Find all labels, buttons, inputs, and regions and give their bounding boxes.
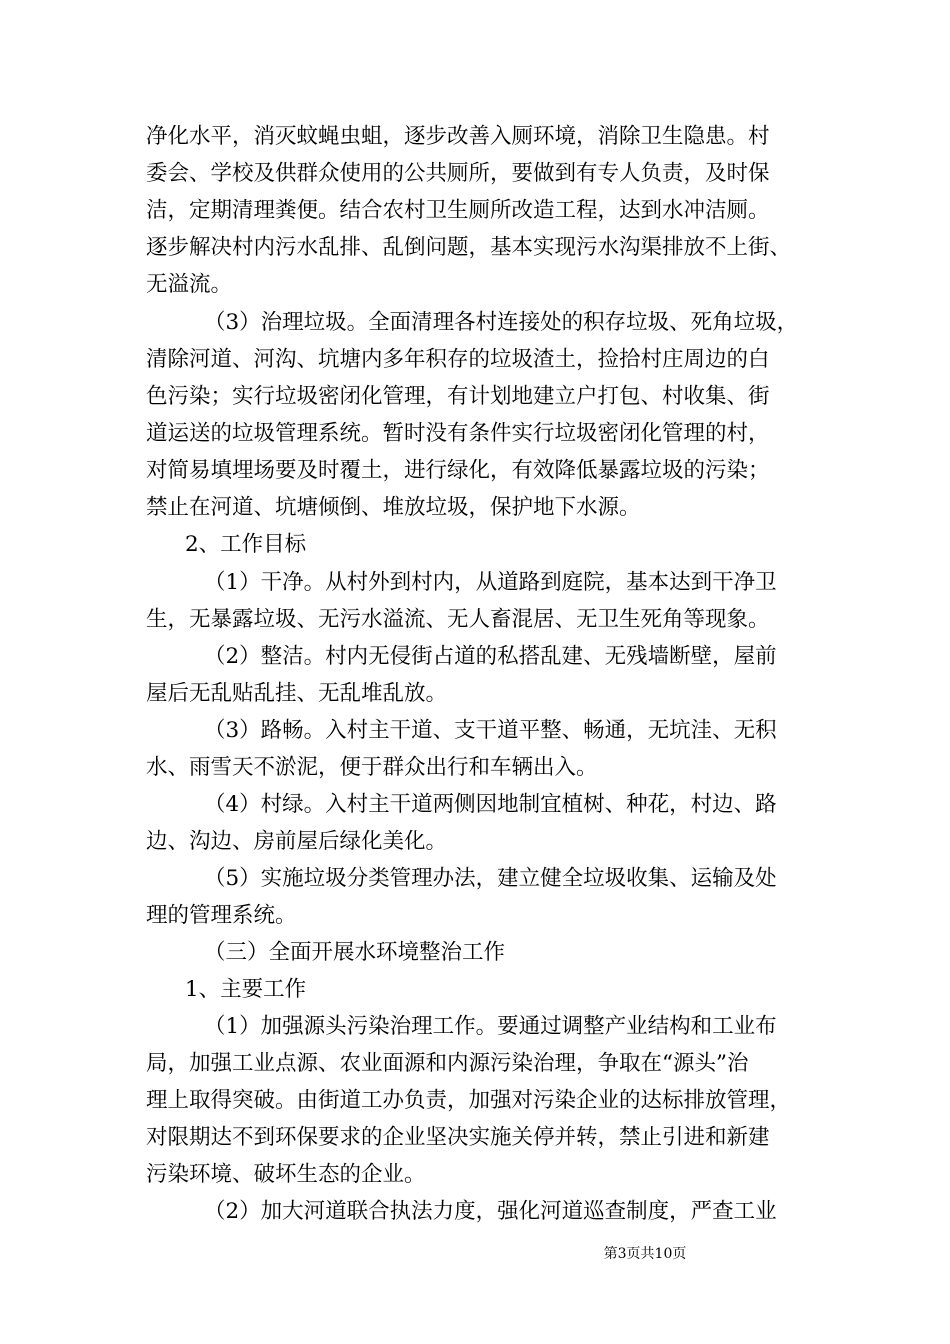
text-line: 理上取得突破。由街道工办负责，加强对污染企业的达标排放管理， <box>146 1088 792 1113</box>
section-heading: 1、主要工作 <box>185 977 307 1002</box>
text-line: 污染环境、破坏生态的企业。 <box>146 1162 426 1187</box>
paragraph-start-line: （3）治理垃圾。全面清理各村连接处的积存垃圾、死角垃圾， <box>204 310 799 335</box>
paragraph-start-line: （4）村绿。入村主干道两侧因地制宜植树、种花，村边、路 <box>204 792 777 817</box>
text-line: 清除河道、河沟、坑塘内多年积存的垃圾渣土，捡拾村庄周边的白 <box>146 347 770 372</box>
text-line: 禁止在河道、坑塘倾倒、堆放垃圾，保护地下水源。 <box>146 495 641 520</box>
text-line: 理的管理系统。 <box>146 903 297 928</box>
paragraph-start-line: （5）实施垃圾分类管理办法，建立健全垃圾收集、运输及处 <box>204 866 777 891</box>
text-line: 对限期达不到环保要求的企业坚决实施关停并转，禁止引进和新建 <box>146 1125 770 1150</box>
section-heading: （三）全面开展水环境整治工作 <box>204 940 506 965</box>
text-line: 净化水平，消灭蚊蝇虫蛆，逐步改善入厕环境，消除卫生隐患。村 <box>146 124 770 149</box>
paragraph-start-line: （2）加大河道联合执法力度，强化河道巡查制度，严查工业 <box>204 1199 777 1224</box>
text-line: 色污染；实行垃圾密闭化管理，有计划地建立户打包、村收集、街 <box>146 384 770 409</box>
section-heading: 2、工作目标 <box>185 532 307 557</box>
text-line: 无溢流。 <box>146 272 233 297</box>
text-line: 道运送的垃圾管理系统。暂时没有条件实行垃圾密闭化管理的村， <box>146 421 770 446</box>
text-line: 委会、学校及供群众使用的公共厕所，要做到有专人负责，及时保 <box>146 161 770 186</box>
page-number: 第3页共10页 <box>603 1246 687 1262</box>
text-line: 逐步解决村内污水乱排、乱倒问题，基本实现污水沟渠排放不上街、 <box>146 235 792 260</box>
paragraph-start-line: （1）加强源头污染治理工作。要通过调整产业结构和工业布 <box>204 1014 777 1039</box>
paragraph-start-line: （3）路畅。入村主干道、支干道平整、畅通，无坑洼、无积 <box>204 718 777 743</box>
text-line: 边、沟边、房前屋后绿化美化。 <box>146 829 448 854</box>
text-line: 生，无暴露垃圾、无污水溢流、无人畜混居、无卫生死角等现象。 <box>146 607 770 632</box>
text-line: 对简易填埋场要及时覆土，进行绿化，有效降低暴露垃圾的污染； <box>146 458 770 483</box>
paragraph-start-line: （1）干净。从村外到村内，从道路到庭院，基本达到干净卫 <box>204 570 777 595</box>
text-line: 水、雨雪天不淤泥，便于群众出行和车辆出入。 <box>146 755 598 780</box>
text-line: 局，加强工业点源、农业面源和内源污染治理，争取在“源头”治 <box>146 1051 749 1076</box>
text-line: 屋后无乱贴乱挂、无乱堆乱放。 <box>146 681 448 706</box>
text-line: 洁，定期清理粪便。结合农村卫生厕所改造工程，达到水冲洁厕。 <box>146 198 770 223</box>
paragraph-start-line: （2）整洁。村内无侵街占道的私搭乱建、无残墙断壁，屋前 <box>204 644 777 669</box>
